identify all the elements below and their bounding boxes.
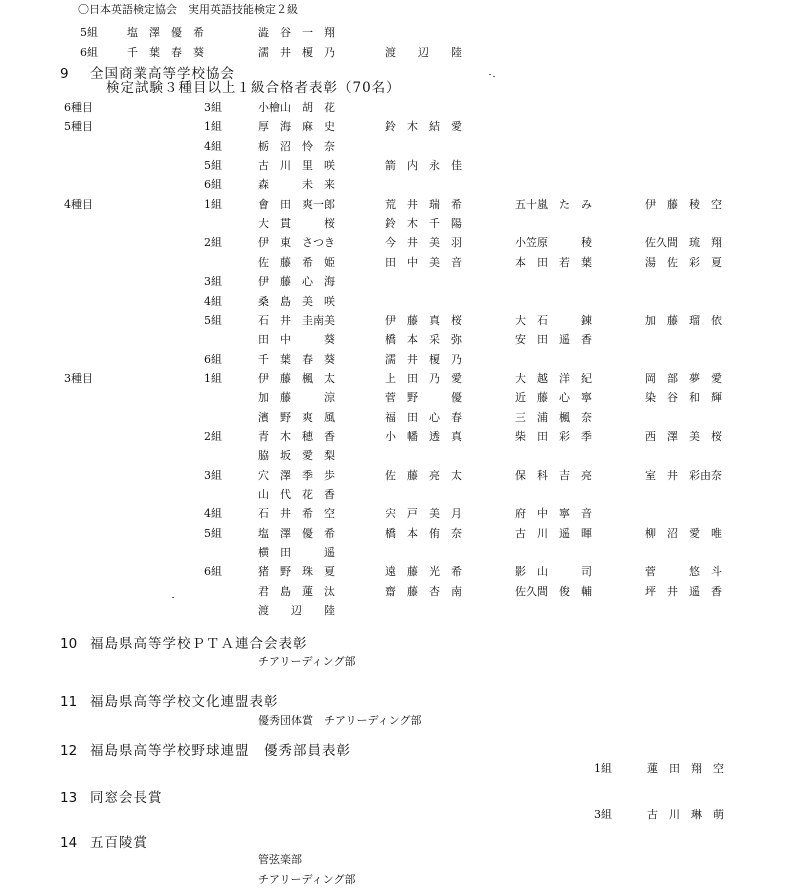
class-label: 2組 (204, 236, 222, 250)
student-name: 青 木 穂 香 (258, 429, 335, 443)
student-name: 澁 谷 一 翔 (258, 26, 335, 39)
student-name: 石 井 圭南美 (258, 313, 335, 327)
class-label: 6組 (204, 178, 222, 192)
student-name: 蓮 田 翔 空 (647, 762, 724, 775)
student-name: 濡 井 榎 乃 (258, 46, 335, 59)
student-name: 伊 藤 楓 太 (258, 371, 335, 385)
class-label: 3組 (204, 468, 222, 482)
student-name: 伊 藤 稜 空 (645, 197, 722, 211)
student-name: 塩 澤 優 希 (127, 26, 204, 39)
class-label: 5組 (204, 313, 222, 327)
student-name: 加 藤 瑠 依 (645, 313, 722, 327)
award-line: 優秀団体賞 チアリーディング部 (258, 714, 422, 727)
class-label: 1組 (204, 197, 222, 211)
student-name: 三 浦 楓 奈 (515, 410, 592, 424)
student-name: 古 川 遥 暉 (515, 526, 592, 540)
student-name: 小笠原 稜 (515, 236, 592, 250)
student-name: 本 田 若 葉 (515, 255, 592, 269)
student-name: 小 幡 透 真 (385, 429, 462, 443)
student-name: 湯 佐 彩 夏 (645, 255, 722, 269)
student-name: 荒 井 瑞 希 (385, 197, 462, 211)
class-label: 3組 (204, 101, 222, 114)
student-name: 近 藤 心 寧 (515, 391, 592, 405)
student-name: 伊 藤 心 海 (258, 275, 335, 289)
student-name: 鈴 木 結 愛 (385, 120, 462, 134)
class-label: 6組 (204, 352, 222, 366)
award-line: 管弦楽部 (258, 853, 302, 866)
student-name: 遠 藤 光 希 (385, 565, 462, 579)
student-name: 加 藤 涼 (258, 391, 335, 405)
student-name: 佐久間 俊 輔 (515, 584, 592, 598)
scan-speck (493, 76, 495, 77)
student-name: 會 田 爽一郎 (258, 197, 335, 211)
section-title: 全国商業高等学校協会 (90, 66, 235, 82)
student-name: 穴 澤 季 歩 (258, 468, 335, 482)
student-name: 渡 辺 陸 (385, 46, 462, 59)
section-title: 福島県高等学校ＰＴＡ連合会表彰 (90, 636, 308, 652)
class-label: 3組 (594, 808, 612, 821)
student-name: 濱 野 爽 風 (258, 410, 335, 424)
student-name: 千 葉 春 葵 (258, 352, 335, 366)
student-name: 伊 東 さつき (258, 236, 335, 250)
class-label: 1組 (204, 371, 222, 385)
student-name: 猪 野 珠 夏 (258, 565, 335, 579)
section-number: 13 (60, 790, 78, 806)
student-name: 府 中 寧 音 (515, 507, 592, 521)
class-label: 4組 (204, 294, 222, 308)
student-name: 柳 沼 愛 唯 (645, 526, 722, 540)
student-name: 今 井 美 羽 (385, 236, 462, 250)
class-label: 1組 (204, 120, 222, 134)
student-name: 田 中 美 音 (385, 255, 462, 269)
student-name: 厚 海 麻 史 (258, 120, 335, 134)
student-name: 横 田 遥 (258, 546, 335, 560)
award-line: チアリーディング部 (258, 873, 356, 886)
student-name: 安 田 遥 香 (515, 333, 592, 347)
student-name: 佐久間 琉 翔 (645, 236, 722, 250)
student-name: 塩 澤 優 希 (258, 526, 335, 540)
section-title: 福島県高等学校野球連盟 優秀部員表彰 (90, 743, 351, 759)
class-label: 2組 (204, 429, 222, 443)
grade-label: 4種目 (64, 197, 93, 211)
student-name: 伊 藤 真 桜 (385, 313, 462, 327)
student-name: 栃 沼 怜 奈 (258, 139, 335, 153)
student-name: 石 井 希 空 (258, 507, 335, 521)
student-name: 影 山 司 (515, 565, 592, 579)
award-line: チアリーディング部 (258, 655, 356, 668)
class-label: 1組 (594, 762, 612, 775)
scan-speck (489, 74, 491, 75)
class-label: 6組 (204, 565, 222, 579)
student-name: 佐 藤 希 姫 (258, 255, 335, 269)
student-name: 佐 藤 亮 太 (385, 468, 462, 482)
scan-speck (172, 597, 174, 598)
student-name: 橋 本 采 弥 (385, 333, 462, 347)
eiken-heading: 〇日本英語検定協会 実用英語技能検定２級 (78, 3, 298, 16)
student-name: 大 石 錬 (515, 313, 592, 327)
student-name: 福 田 心 春 (385, 410, 462, 424)
section-subtitle: 検定試験３種目以上１級合格者表彰（70名） (106, 80, 401, 96)
student-name: 菅 悠 斗 (645, 565, 722, 579)
student-name: 五十嵐 た み (515, 197, 592, 211)
student-name: 菅 野 優 (385, 391, 462, 405)
student-name: 山 代 花 香 (258, 488, 335, 501)
student-name: 柴 田 彩 季 (515, 429, 592, 443)
section-number: 11 (60, 694, 78, 710)
student-name: 坪 井 遥 香 (645, 584, 722, 598)
section-number: 10 (60, 636, 78, 652)
student-name: 室 井 彩由奈 (645, 468, 722, 482)
student-name: 上 田 乃 愛 (385, 371, 462, 385)
class-label: 5組 (204, 526, 222, 540)
student-name: 古 川 琳 萌 (647, 808, 724, 821)
student-name: 古 川 里 咲 (258, 159, 335, 173)
class-label: 3組 (204, 275, 222, 289)
student-name: 千 葉 春 葵 (127, 46, 204, 59)
student-name: 西 澤 美 桜 (645, 429, 722, 443)
student-name: 宍 戸 美 月 (385, 507, 462, 521)
student-name: 田 中 葵 (258, 333, 335, 347)
grade-label: 5種目 (64, 120, 93, 134)
grade-label: 6種目 (64, 101, 93, 114)
class-label: 4組 (204, 507, 222, 521)
class-label: 5組 (80, 26, 98, 39)
student-name: 森 未 来 (258, 178, 335, 192)
student-name: 染 谷 和 輝 (645, 391, 722, 405)
student-name: 橋 本 侑 奈 (385, 526, 462, 540)
section-number: 12 (60, 743, 78, 759)
student-name: 脇 坂 愛 梨 (258, 449, 335, 463)
student-name: 君 島 蓮 汰 (258, 584, 335, 598)
student-name: 小檜山 胡 花 (258, 101, 335, 114)
student-name: 濡 井 榎 乃 (385, 352, 462, 366)
student-name: 桑 島 美 咲 (258, 294, 335, 308)
grade-label: 3種目 (64, 371, 93, 385)
student-name: 保 科 吉 亮 (515, 468, 592, 482)
section-title: 福島県高等学校文化連盟表彰 (90, 694, 279, 710)
student-name: 箭 内 永 佳 (385, 159, 462, 173)
student-name: 大 貫 桜 (258, 217, 335, 231)
student-name: 鈴 木 千 陽 (385, 217, 462, 231)
student-name: 渡 辺 陸 (258, 604, 335, 618)
section-title: 五百陵賞 (90, 835, 148, 851)
student-name: 大 越 洋 紀 (515, 371, 592, 385)
section-number: 9 (60, 66, 69, 82)
section-title: 同窓会長賞 (90, 790, 163, 806)
student-name: 齋 藤 杏 南 (385, 584, 462, 598)
class-label: 5組 (204, 159, 222, 173)
section-number: 14 (60, 835, 78, 851)
class-label: 6組 (80, 46, 98, 59)
class-label: 4組 (204, 139, 222, 153)
student-name: 岡 部 夢 愛 (645, 371, 722, 385)
